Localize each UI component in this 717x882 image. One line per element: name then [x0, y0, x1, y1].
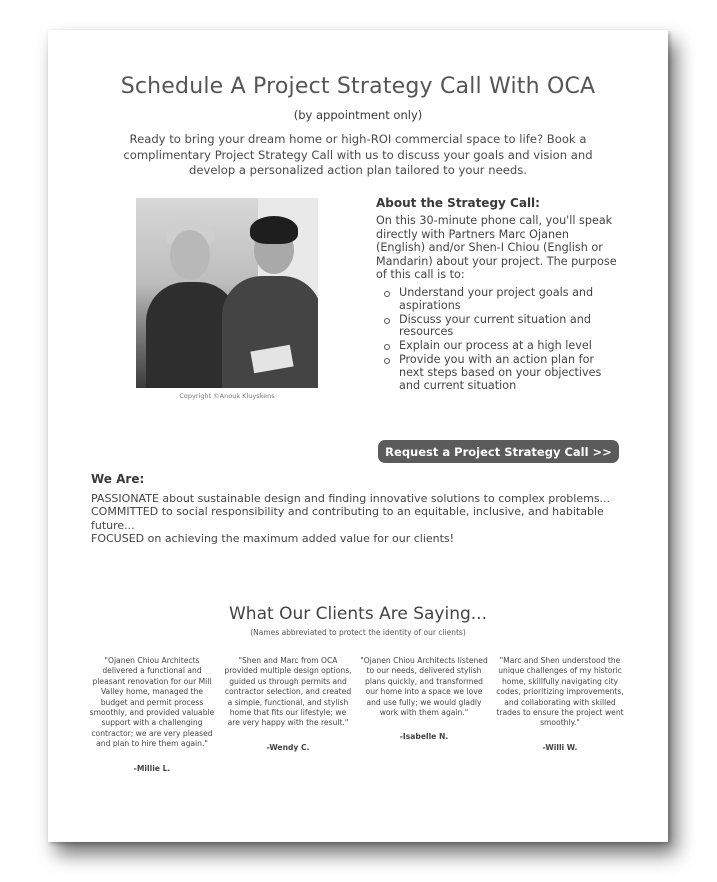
list-item-text: Explain our process at a high level	[399, 339, 592, 353]
testimonial-author: -Millie L.	[133, 763, 171, 773]
testimonial	[224, 656, 352, 753]
testimonial-quote: "Shen and Marc from OCA provided multiple design options, guided us through permits and contractor selection, and created a simple, functional, and stylish home that fits our lifestyle; we are very happy with the result."	[224, 656, 352, 728]
list-item-text: Discuss your current situation and resources	[399, 312, 591, 339]
we-are-line: COMMITTED to social responsibility and contributing to an equitable, inclusive, and habitable future...	[91, 505, 604, 532]
testimonial	[88, 656, 216, 774]
list-item-text: Understand your project goals and aspirations	[399, 286, 594, 312]
testimonial	[360, 656, 488, 743]
list-item	[382, 340, 622, 353]
bullet-icon	[384, 358, 390, 364]
request-strategy-call-button[interactable]: Request a Project Strategy Call >>	[378, 440, 619, 463]
document-page	[48, 30, 668, 842]
clients-subheading: (Names abbreviated to protect the identity of our clients)	[250, 628, 466, 637]
list-item	[382, 314, 622, 340]
bullet-icon	[384, 291, 390, 297]
testimonial-quote: "Marc and Shen understood the unique challenges of my historic home, skillfully navigating city codes, prioritizing improvements, and collaborating with skilled trades to ensure the project went smoothly."	[496, 656, 624, 728]
photo-caption: Copyright ©Anouk Kluyskens	[179, 392, 275, 400]
clients-heading: What Our Clients Are Saying...	[229, 604, 487, 624]
testimonial-quote: "Ojanen Chiou Architects delivered a functional and pleasant renovation for our Mill Valley home, managed the budget and permit process smoothly, and provided valuable support with a challenging contractor; we are very pleased and plan to hire them again."	[89, 656, 215, 749]
page-title: Schedule A Project Strategy Call With OCA	[120, 74, 596, 99]
list-item	[382, 354, 622, 392]
photo-person-right-hair	[250, 216, 298, 244]
photo-person-right	[222, 276, 318, 388]
testimonial-quote: "Ojanen Chiou Architects listened to our needs, delivered stylish plans quickly, and transformed our home into a space we love and use fully; we would gladly work with them again."	[360, 656, 488, 718]
about-list	[382, 287, 622, 393]
we-are-line: FOCUSED on achieving the maximum added value for our clients!	[91, 532, 455, 546]
testimonial-author: -Wendy C.	[266, 742, 310, 752]
we-are-text	[91, 492, 631, 546]
intro-paragraph: Ready to bring your dream home or high-ROI commercial space to life? Book a complimentary Project Strategy Call with us to discuss your goals and vision and develop a personalized action plan tailored to your needs.	[123, 132, 593, 177]
list-item-text: Provide you with an action plan for next steps based on your objectives and current situation	[399, 352, 602, 392]
about-text: On this 30-minute phone call, you'll speak directly with Partners Marc Ojanen (English) and/or Shen-I Chiou (English or Mandarin) about your project. The purpose of this call is to:	[376, 214, 617, 282]
we-are-heading: We Are:	[91, 472, 145, 486]
page-subtitle: (by appointment only)	[293, 108, 423, 122]
testimonial-author: -Willi W.	[542, 742, 578, 752]
list-item	[382, 287, 622, 313]
testimonial	[496, 656, 624, 753]
bullet-icon	[384, 318, 390, 324]
we-are-line: PASSIONATE about sustainable design and finding innovative solutions to complex problems...	[91, 492, 611, 505]
partners-photo	[136, 198, 318, 388]
testimonial-author: -Isabelle N.	[399, 732, 449, 742]
about-heading: About the Strategy Call:	[376, 196, 540, 210]
bullet-icon	[384, 344, 390, 350]
photo-person-left-head	[170, 230, 210, 280]
